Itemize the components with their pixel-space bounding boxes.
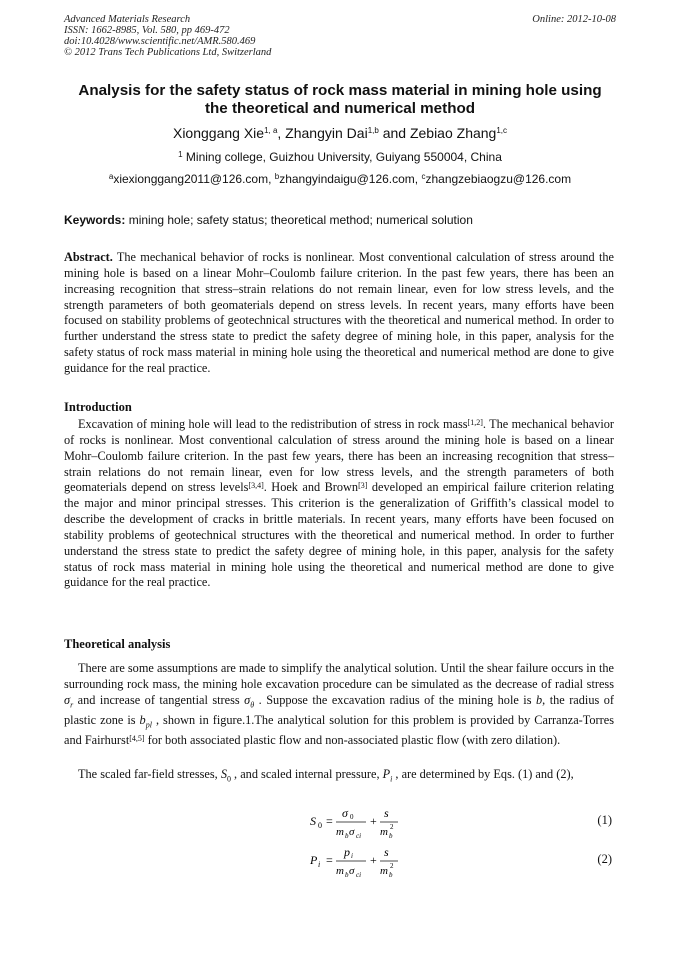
theory-text: There are some assumptions are made to simplify the analytical solution. Until the shear failure occurs in the surrounding rock mass, the mining hole excavation procedure can be simulated as the decrease of radial stress bbox=[64, 661, 614, 691]
theory-text: The scaled far-field stresses, bbox=[78, 767, 221, 781]
title-line-1: Analysis for the safety status of rock mass material in mining hole using bbox=[78, 82, 602, 99]
email-c: zhangzebiaogzu@126.com bbox=[425, 172, 572, 186]
email-b: zhangyindaigu@126.com, bbox=[279, 172, 422, 186]
affiliation-mark: 1 bbox=[178, 150, 183, 159]
equation-2-number: (2) bbox=[597, 852, 612, 866]
eq2-den-sigma: σ bbox=[349, 865, 355, 877]
affiliation bbox=[62, 150, 618, 164]
symbol-subscript: 0 bbox=[226, 774, 231, 784]
eq1-lhs: S bbox=[310, 814, 316, 828]
theory-text: . Suppose the excavation radius of the mining hole is bbox=[254, 692, 536, 707]
journal-header bbox=[64, 14, 616, 58]
eq2-den2: m bbox=[380, 865, 388, 877]
author-2: , Zhangyin Dai bbox=[277, 125, 368, 141]
symbol-subscript: r bbox=[70, 700, 74, 710]
author-1-affil: 1, a bbox=[264, 126, 278, 135]
email-mark-b: b bbox=[274, 172, 280, 181]
eq1-plus: + bbox=[370, 814, 377, 828]
author-1: Xionggang Xie bbox=[172, 125, 265, 141]
section-heading-introduction: Introduction bbox=[64, 400, 132, 414]
email-mark-c: c bbox=[421, 172, 426, 181]
keywords bbox=[64, 213, 620, 228]
intro-text-3: . Hoek and Brown bbox=[263, 480, 359, 495]
eq1-lhs-sub: 0 bbox=[318, 821, 322, 830]
affiliation-text: Mining college, Guizhou University, Guiyang 550004, China bbox=[182, 150, 502, 164]
theory-text: and increase of tangential stress bbox=[73, 692, 245, 707]
equation-2 bbox=[300, 842, 420, 882]
section-heading-theoretical: Theoretical analysis bbox=[64, 637, 171, 651]
abstract bbox=[64, 250, 614, 377]
symbol-subscript: θ bbox=[250, 700, 255, 710]
abstract-label: Abstract. bbox=[64, 250, 113, 264]
eq2-den-m-sub: b bbox=[345, 871, 349, 879]
symbol-subscript: pl bbox=[145, 720, 152, 730]
symbol-sigma-theta: σ bbox=[244, 692, 251, 707]
symbol-b-pl: b bbox=[139, 712, 146, 727]
author-3: and Zebiao Zhang bbox=[378, 125, 497, 141]
symbol-S0: S bbox=[220, 767, 227, 781]
citation: [4,5] bbox=[129, 734, 145, 744]
eq1-num1-sub: 0 bbox=[350, 813, 354, 821]
eq2-den-m: m bbox=[336, 865, 344, 877]
eq1-den-m: m bbox=[336, 826, 344, 838]
eq2-lhs: P bbox=[310, 853, 318, 867]
eq1-den-sigma-sub: ci bbox=[356, 832, 362, 840]
email-mark-a: a bbox=[108, 172, 114, 181]
symbol-subscript: i bbox=[390, 774, 393, 784]
theory-text: , and scaled internal pressure, bbox=[230, 767, 383, 781]
author-list bbox=[62, 124, 618, 142]
copyright: © 2012 Trans Tech Publications Ltd, Switzerland bbox=[64, 47, 272, 58]
citation: [1,2] bbox=[467, 418, 483, 427]
symbol-Pi: P bbox=[382, 767, 391, 781]
eq1-den2-sup: 2 bbox=[390, 823, 394, 831]
eq2-num1-sub: i bbox=[351, 852, 353, 860]
journal-name: Advanced Materials Research bbox=[64, 14, 191, 25]
online-date: Online: 2012-10-08 bbox=[532, 14, 616, 25]
introduction-paragraph bbox=[64, 417, 614, 591]
eq1-num2: s bbox=[384, 806, 389, 820]
eq2-lhs-sub: i bbox=[318, 860, 321, 869]
eq2-equals: = bbox=[326, 853, 333, 867]
eq2-num1: p bbox=[344, 845, 350, 859]
eq2-plus: + bbox=[370, 853, 377, 867]
symbol-b: b bbox=[536, 692, 543, 707]
symbol-sigma-r: σ bbox=[64, 692, 71, 707]
eq2-den-sigma-sub: ci bbox=[356, 871, 362, 879]
intro-text-2: . The mechanical behavior of rocks is nonlinear. Most conventional calculation of stress around the mining hole is based on a linear Mohr–Coulomb failure criterion. In the past few years, there has been an increasing recognition that stress–strain relations do not remain linear, even for low stress levels, and the strength parameters of both geomaterials depend on stress levels bbox=[64, 417, 614, 495]
keywords-text: mining hole; safety status; theoretical method; numerical solution bbox=[125, 213, 473, 227]
theory-text: , shown in figure.1.The analytical solution for this problem is provided by Carranza-Torres and Fairhurst bbox=[64, 712, 614, 748]
eq1-num1: σ bbox=[342, 806, 348, 820]
author-emails bbox=[62, 172, 618, 186]
eq2-den2-sup: 2 bbox=[390, 862, 394, 870]
eq2-num2: s bbox=[384, 845, 389, 859]
theory-text: , the radius of plastic zone is bbox=[64, 692, 614, 727]
author-2-affil: 1,b bbox=[367, 126, 379, 135]
eq1-equals: = bbox=[326, 814, 333, 828]
intro-text-1: Excavation of mining hole will lead to the redistribution of stress in rock mass bbox=[78, 417, 468, 431]
paper-title bbox=[62, 82, 618, 118]
theory-text: for both associated plastic flow and non-associated plastic flow (with zero dilation). bbox=[144, 733, 561, 748]
citation: [3] bbox=[358, 481, 368, 491]
eq1-den2-sub: b bbox=[389, 832, 393, 840]
email-a: xiexionggang2011@126.com, bbox=[113, 172, 275, 186]
citation: [3,4] bbox=[248, 481, 264, 491]
eq1-den-m-sub: b bbox=[345, 832, 349, 840]
intro-text-4: developed an empirical failure criterion relating the major and minor principal stresses. This criterion is the generalization of Griffith’s classical model to describe the development of cracks in brittle materials. In recent years, many efforts have been focused on stability problems of geotechnical structures with the theoretical and numerical method. In order to further understand the stress state to predict the safety degree of mining hole, in this paper, analysis for the safety status of rock mass material in mining hole using the theoretical and numerical method are done to give guidance for the real practice. bbox=[64, 480, 615, 590]
theory-paragraph-1 bbox=[64, 661, 614, 749]
eq1-den2: m bbox=[380, 826, 388, 838]
equation-1-number: (1) bbox=[597, 813, 612, 827]
eq1-den-sigma: σ bbox=[349, 826, 355, 838]
equation-1 bbox=[300, 803, 420, 843]
doi: doi:10.4028/www.scientific.net/AMR.580.469 bbox=[64, 36, 256, 47]
theory-paragraph-2 bbox=[64, 767, 614, 787]
eq2-den2-sub: b bbox=[389, 871, 393, 879]
author-3-affil: 1,c bbox=[496, 126, 508, 135]
abstract-text: The mechanical behavior of rocks is nonlinear. Most conventional calculation of stress around the mining hole is based on a linear Mohr–Coulomb failure criterion. In the past few years, there has been an increasing recognition that stress–strain relations do not remain linear, even for low stress levels, and the strength parameters of both geomaterials depend on stress levels. In recent years, many efforts have been focused on stability problems of geotechnical structures with the theoretical and numerical method. In order to further understand the stress state to predict the safety degree of mining hole, in this paper, analysis for the safety status of rock mass material in mining hole using the theoretical and numerical method are done to give guidance for the real practice. bbox=[64, 250, 614, 375]
issn: ISSN: 1662-8985, Vol. 580, pp 469-472 bbox=[64, 25, 230, 36]
keywords-label: Keywords: bbox=[64, 213, 126, 227]
theory-text: , are determined by Eqs. (1) and (2), bbox=[392, 767, 574, 781]
title-line-2: the theoretical and numerical method bbox=[204, 100, 476, 117]
